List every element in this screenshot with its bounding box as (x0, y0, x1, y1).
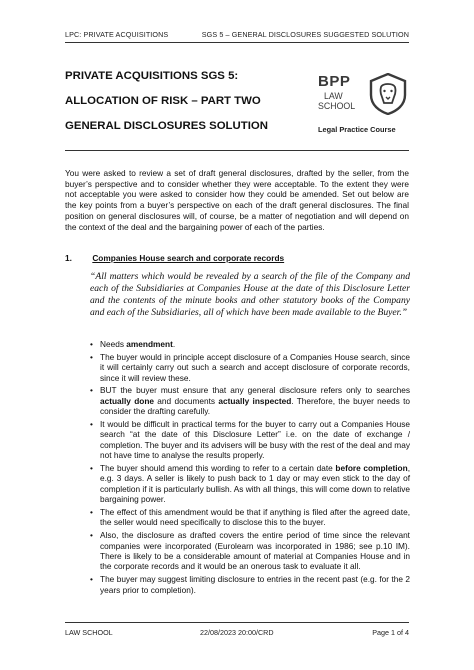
course-label: Legal Practice Course (318, 125, 396, 134)
bullet-text: Also, the disclosure as drafted covers the entire period of time since the relevant companies were incorporated (Eurolearn was incorporated in 1986; see p.10 IM). There is likely to be a considerable amount of material at Companies House and in the corporate records and it would be an onerous task to evaluate it all. (100, 530, 410, 572)
footer-date: 22/08/2023 20:00/CRD (200, 628, 274, 637)
bullet-text: BUT the buyer must ensure that any general disclosure refers only to searches (100, 385, 410, 396)
list-item (90, 463, 410, 505)
title-rule (65, 150, 409, 151)
section-number: 1. (65, 253, 72, 263)
bullet-bold: actually done (100, 395, 155, 406)
quoted-disclosure: “All matters which would be revealed by a search of the file of the Company and each of the Subsidiaries at Companies House at the date of this Disclosure Letter and the contents of the minute books and other statutory books of the Company and each of the Subsidiaries, all of which have been made available to the Buyer.” (90, 271, 410, 319)
bullet-icon: • (90, 507, 93, 518)
title-line-1: PRIVATE ACQUISITIONS SGS 5: (65, 70, 239, 82)
bullet-text: The buyer may suggest limiting disclosure to entries in the recent past (e.g. for the 2 years prior to completion). (100, 574, 410, 595)
bullet-icon: • (90, 339, 93, 349)
bullet-icon: • (90, 574, 93, 585)
bullet-text: The effect of this amendment would be that if anything is filed after the agreed date, the seller would need specifically to disclose this to the buyer. (100, 507, 410, 528)
list-item (90, 507, 410, 528)
footer-left: LAW SCHOOL (65, 628, 113, 637)
list-item (90, 385, 410, 416)
list-item (90, 530, 410, 572)
section-heading (65, 253, 284, 263)
bullet-list (90, 339, 410, 597)
logo-school-text: SCHOOL (318, 101, 356, 111)
list-item (90, 352, 410, 383)
bullet-icon: • (90, 463, 93, 474)
bullet-bold: amendment (126, 339, 173, 349)
bullet-text: The buyer would in principle accept disclosure of a Companies House search, since it will certainly carry out such a search and accept disclosure of corporate records, since it will review these. (100, 351, 410, 383)
page-number: Page 1 of 4 (372, 628, 409, 637)
logo-bpp-text: BPP (318, 73, 351, 90)
bullet-bold: before completion (335, 463, 408, 474)
header-rule (65, 42, 409, 43)
bullet-text: and documents (154, 395, 219, 406)
bullet-icon: • (90, 530, 93, 541)
footer-rule (65, 622, 409, 623)
bullet-icon: • (90, 351, 93, 362)
bullet-text: . Therefore, the buyer needs to consider the drafting carefully. (100, 395, 411, 417)
lion-shield-icon (368, 73, 408, 115)
bullet-icon: • (90, 385, 93, 396)
running-header (65, 30, 409, 39)
bullet-bold: actually inspected (218, 395, 292, 406)
header-left: LPC: PRIVATE ACQUISITIONS (65, 30, 169, 39)
title-line-3: GENERAL DISCLOSURES SOLUTION (65, 120, 268, 132)
list-item (90, 339, 410, 349)
intro-paragraph: You were asked to review a set of draft general disclosures, drafted by the seller, from the buyer’s perspective and to consider whether they were acceptable. To the extent they were not acceptable you were asked to consider how they could be amended. Set out below are the key points from a buyer’s perspective on each of the draft general disclosures. The final position on general disclosures will, of course, be a matter of negotiation and will depend on the context of the deal and the bargaining power of each of the parties. (65, 168, 409, 232)
section-title: Companies House search and corporate records (92, 253, 285, 263)
bullet-text: The buyer should amend this wording to refer to a certain date (100, 463, 336, 474)
bullet-text: . (172, 339, 176, 349)
list-item (90, 419, 410, 461)
bullet-text: Needs (100, 339, 127, 349)
bullet-icon: • (90, 419, 93, 430)
title-line-2: ALLOCATION OF RISK – PART TWO (65, 95, 261, 107)
logo-law-text: LAW (324, 91, 343, 101)
bullet-text: It would be difficult in practical terms for the buyer to carry out a Companies House search “at the date of this Disclosure Letter” i.e. on the date of exchange / completion. The buyer and its advisers will be busy with the rest of the deal and may not have time to analyse the results properly. (100, 419, 410, 461)
header-right: SGS 5 – GENERAL DISCLOSURES SUGGESTED SOLUTION (201, 30, 409, 39)
list-item (90, 574, 410, 595)
bpp-logo (318, 73, 408, 123)
bullet-text: , e.g. 3 days. A seller is likely to push back to 1 day or may even stick to the day of completion if it is particularly bullish. As with all things, this will come down to relative bargaining power. (100, 463, 410, 505)
